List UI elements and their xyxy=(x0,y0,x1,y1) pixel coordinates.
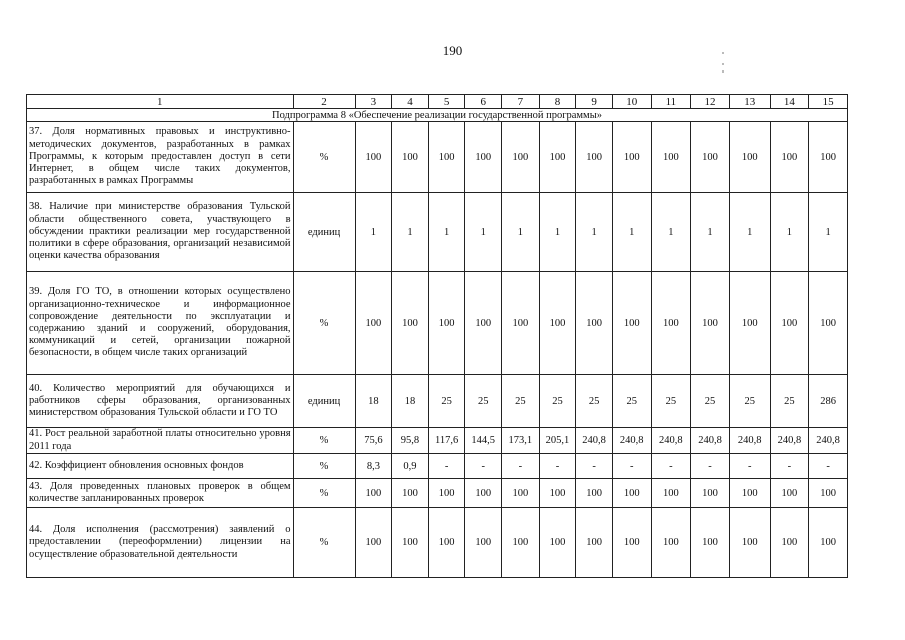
value-cell: 0,9 xyxy=(392,454,429,479)
header-cell: 7 xyxy=(502,95,540,109)
header-cell: 10 xyxy=(612,95,651,109)
header-cell: 11 xyxy=(651,95,691,109)
value-cell: 100 xyxy=(729,508,770,578)
value-cell: 1 xyxy=(612,193,651,272)
value-cell: 240,8 xyxy=(729,428,770,454)
value-cell: 100 xyxy=(502,479,540,508)
value-cell: 100 xyxy=(809,122,848,193)
value-cell: 100 xyxy=(651,508,691,578)
value-cell: 1 xyxy=(651,193,691,272)
value-cell: - xyxy=(502,454,540,479)
table-row xyxy=(27,122,848,193)
header-cell: 4 xyxy=(392,95,429,109)
value-cell: 100 xyxy=(651,122,691,193)
unit-cell: единиц xyxy=(293,375,355,428)
table-row xyxy=(27,454,848,479)
header-cell: 5 xyxy=(428,95,465,109)
value-cell: 100 xyxy=(355,479,392,508)
value-cell: 100 xyxy=(651,479,691,508)
header-cell: 14 xyxy=(770,95,809,109)
value-cell: 100 xyxy=(770,479,809,508)
header-row xyxy=(27,95,848,109)
section-row xyxy=(27,109,848,122)
value-cell: 100 xyxy=(809,272,848,375)
unit-cell: % xyxy=(293,454,355,479)
value-cell: 100 xyxy=(392,508,429,578)
value-cell: 100 xyxy=(539,479,576,508)
value-cell: 100 xyxy=(576,479,613,508)
indicator-name: 41. Рост реальной заработной платы относительно уровня 2011 года xyxy=(27,428,294,454)
indicator-name: 44. Доля исполнения (рассмотрения) заявлений о предоставлении (переоформлении) лицензии на осуществление образовательной деятельности xyxy=(27,508,294,578)
value-cell: 100 xyxy=(691,122,730,193)
value-cell: - xyxy=(651,454,691,479)
value-cell: 240,8 xyxy=(612,428,651,454)
value-cell: 1 xyxy=(691,193,730,272)
value-cell: 173,1 xyxy=(502,428,540,454)
header-cell: 1 xyxy=(27,95,294,109)
indicator-table xyxy=(26,94,848,578)
value-cell: - xyxy=(691,454,730,479)
table-row xyxy=(27,428,848,454)
value-cell: - xyxy=(539,454,576,479)
value-cell: 240,8 xyxy=(576,428,613,454)
value-cell: 1 xyxy=(729,193,770,272)
value-cell: 100 xyxy=(539,272,576,375)
value-cell: 100 xyxy=(576,272,613,375)
value-cell: 240,8 xyxy=(770,428,809,454)
value-cell: 1 xyxy=(502,193,540,272)
scan-speck xyxy=(722,70,724,73)
value-cell: 100 xyxy=(539,508,576,578)
value-cell: 240,8 xyxy=(809,428,848,454)
indicator-name: 39. Доля ГО ТО, в отношении которых осуществлено организационно-техническое и информационное сопровождение деятельности по эксплуатации и содержанию зданий и сооружений, оборудования, коммуникаций и сетей, организации пожарной безопасности, в общем числе таких организаций xyxy=(27,272,294,375)
table-row xyxy=(27,508,848,578)
value-cell: 1 xyxy=(539,193,576,272)
value-cell: 25 xyxy=(612,375,651,428)
value-cell: 100 xyxy=(355,508,392,578)
value-cell: 100 xyxy=(729,479,770,508)
value-cell: 286 xyxy=(809,375,848,428)
value-cell: 100 xyxy=(539,122,576,193)
table-body xyxy=(27,95,848,578)
value-cell: 1 xyxy=(465,193,502,272)
value-cell: 100 xyxy=(502,508,540,578)
scan-speck xyxy=(722,52,724,54)
value-cell: 240,8 xyxy=(651,428,691,454)
value-cell: 100 xyxy=(392,272,429,375)
unit-cell: единиц xyxy=(293,193,355,272)
value-cell: 18 xyxy=(355,375,392,428)
value-cell: 100 xyxy=(612,508,651,578)
value-cell: 100 xyxy=(465,479,502,508)
value-cell: 25 xyxy=(770,375,809,428)
value-cell: 100 xyxy=(612,272,651,375)
value-cell: 25 xyxy=(576,375,613,428)
value-cell: 205,1 xyxy=(539,428,576,454)
value-cell: - xyxy=(729,454,770,479)
unit-cell: % xyxy=(293,272,355,375)
value-cell: 1 xyxy=(392,193,429,272)
value-cell: 240,8 xyxy=(691,428,730,454)
header-cell: 9 xyxy=(576,95,613,109)
value-cell: 100 xyxy=(392,122,429,193)
indicator-name: 43. Доля проведенных плановых проверок в общем количестве запланированных проверок xyxy=(27,479,294,508)
value-cell: 18 xyxy=(392,375,429,428)
unit-cell: % xyxy=(293,428,355,454)
indicator-name: 38. Наличие при министерстве образования Тульской области общественного совета, участвующего в обсуждении практики реализации мер государственной политики в сфере образования, организаций независимой оценки качества образования xyxy=(27,193,294,272)
section-title: Подпрограмма 8 «Обеспечение реализации государственной программы» xyxy=(27,109,848,122)
indicator-name: 37. Доля нормативных правовых и инструктивно-методических документов, разработанных в рамках Программы, к которым предоставлен доступ в сети Интернет, в общем числе таких документов, разработанных в рамках Программы xyxy=(27,122,294,193)
value-cell: 1 xyxy=(809,193,848,272)
value-cell: - xyxy=(809,454,848,479)
table-row xyxy=(27,375,848,428)
unit-cell: % xyxy=(293,508,355,578)
value-cell: - xyxy=(576,454,613,479)
value-cell: 25 xyxy=(502,375,540,428)
value-cell: 100 xyxy=(691,508,730,578)
value-cell: 100 xyxy=(576,508,613,578)
value-cell: 1 xyxy=(355,193,392,272)
value-cell: 100 xyxy=(465,122,502,193)
value-cell: 1 xyxy=(428,193,465,272)
value-cell: 8,3 xyxy=(355,454,392,479)
value-cell: 25 xyxy=(539,375,576,428)
indicator-name: 42. Коэффициент обновления основных фондов xyxy=(27,454,294,479)
value-cell: 100 xyxy=(612,122,651,193)
value-cell: 100 xyxy=(651,272,691,375)
value-cell: 100 xyxy=(428,122,465,193)
value-cell: 100 xyxy=(428,479,465,508)
value-cell: 100 xyxy=(355,122,392,193)
value-cell: 1 xyxy=(576,193,613,272)
value-cell: 100 xyxy=(770,122,809,193)
header-cell: 8 xyxy=(539,95,576,109)
header-cell: 15 xyxy=(809,95,848,109)
value-cell: 25 xyxy=(729,375,770,428)
value-cell: 25 xyxy=(428,375,465,428)
value-cell: - xyxy=(770,454,809,479)
value-cell: 25 xyxy=(465,375,502,428)
table-row xyxy=(27,479,848,508)
value-cell: - xyxy=(612,454,651,479)
table-row xyxy=(27,193,848,272)
value-cell: 25 xyxy=(691,375,730,428)
value-cell: 100 xyxy=(392,479,429,508)
value-cell: 100 xyxy=(428,508,465,578)
value-cell: 95,8 xyxy=(392,428,429,454)
table-row xyxy=(27,272,848,375)
value-cell: 100 xyxy=(770,272,809,375)
header-cell: 2 xyxy=(293,95,355,109)
value-cell: 100 xyxy=(355,272,392,375)
value-cell: 25 xyxy=(651,375,691,428)
unit-cell: % xyxy=(293,479,355,508)
value-cell: 100 xyxy=(729,122,770,193)
value-cell: 100 xyxy=(465,272,502,375)
value-cell: 75,6 xyxy=(355,428,392,454)
scan-speck xyxy=(722,63,724,65)
header-cell: 6 xyxy=(465,95,502,109)
page-number: 190 xyxy=(442,43,463,58)
value-cell: 144,5 xyxy=(465,428,502,454)
value-cell: 1 xyxy=(770,193,809,272)
value-cell: 100 xyxy=(428,272,465,375)
value-cell: 100 xyxy=(770,508,809,578)
header-cell: 12 xyxy=(691,95,730,109)
value-cell: 100 xyxy=(809,479,848,508)
value-cell: - xyxy=(465,454,502,479)
value-cell: 100 xyxy=(465,508,502,578)
value-cell: - xyxy=(428,454,465,479)
header-cell: 3 xyxy=(355,95,392,109)
value-cell: 100 xyxy=(729,272,770,375)
header-cell: 13 xyxy=(729,95,770,109)
value-cell: 117,6 xyxy=(428,428,465,454)
value-cell: 100 xyxy=(576,122,613,193)
value-cell: 100 xyxy=(691,479,730,508)
unit-cell: % xyxy=(293,122,355,193)
value-cell: 100 xyxy=(502,272,540,375)
value-cell: 100 xyxy=(691,272,730,375)
value-cell: 100 xyxy=(809,508,848,578)
value-cell: 100 xyxy=(612,479,651,508)
value-cell: 100 xyxy=(502,122,540,193)
indicator-name: 40. Количество мероприятий для обучающихся и работников сферы образования, организованных министерством образования Тульской области и ГО ТО xyxy=(27,375,294,428)
